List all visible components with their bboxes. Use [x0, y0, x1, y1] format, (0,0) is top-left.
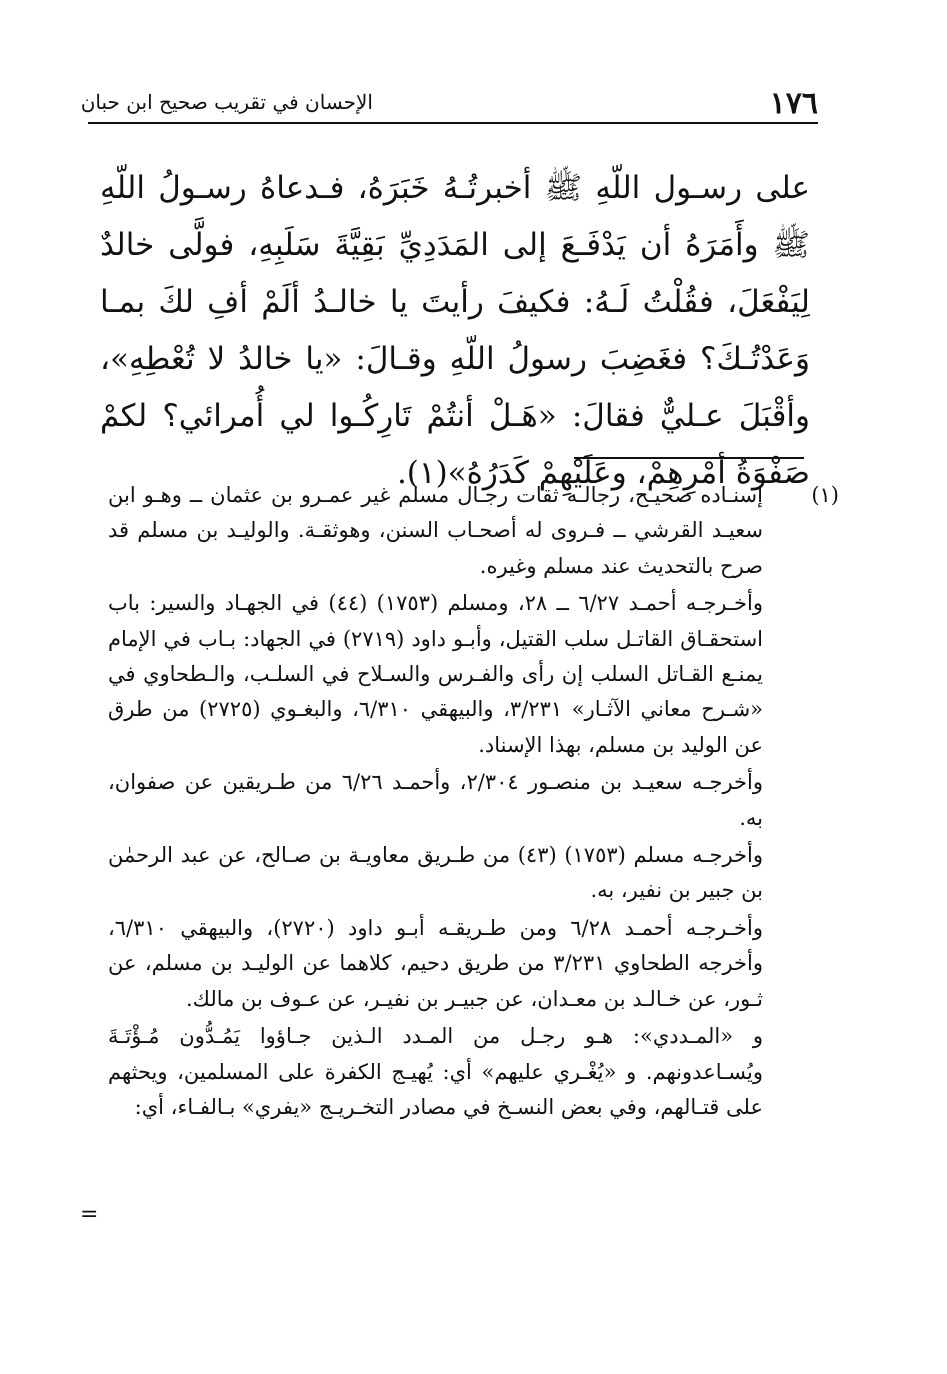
footnote-separator	[574, 457, 804, 459]
continuation-mark: =	[80, 1202, 99, 1227]
main-text	[100, 160, 810, 502]
footnote-marker: (١)	[811, 483, 839, 507]
footnote-paragraph: وأخـرجـه أحمـد ٦/٢٨ ومن طـريقـه أبـو داود (٢٧٢٠)، والبيهقي ٦/٣١٠، وأخرجه الطحاوي ٣/٢٣١ من طريق دحيم، كلاهما عن الوليـد بن مسلم، عن ثـور، عن خـالـد بن معـدان، عن جبيـر بن نفيـر، عن عـوف بن مالك.	[108, 915, 763, 1011]
footnote-paragraph: إسنـاده صحيـح، رجالـه ثقات رجـال مسلم غير عمـرو بن عثمان ــ وهـو ابن سعيـد القرشي ــ فـروى له أصحـاب السنن، وهوثقـة. والوليـد بن مسلم قد صرح بالتحديث عند مسلم وغيره.	[108, 483, 763, 578]
main-paragraph: على رسـول اللّهِ ﷺ أخبرتُـهُ خَبَرَهُ، فـدعاهُ رسـولُ اللّهِ ﷺ وأَمَرَهُ أن يَدْفَـعَ إلى المَدَدِيِّ بَقِيَّةَ سَلَبِهِ، فولَّى خالدٌ لِيَفْعَلَ، فقُلْتُ لَـهُ: فكيفَ رأيتَ يا خالـدُ ألَمْ أفِ لكَ بمـا وَعَدْتُـكَ؟ فغَضِبَ رسولُ اللّهِ وقـالَ: «يا خالدُ لا تُعْطِهِ»، وأقْبَلَ عـليٌّ فقالَ: «هَـلْ أنتُمْ تَارِكُـوا لي أُمرائي؟ لكمْ صَفْوَةُ أمْرِهِمْ، وعَلَيْهِمْ كَدَرُهُ»(١).	[100, 170, 810, 491]
page-number: ١٧٦	[769, 86, 818, 121]
footnote-paragraph: وأخرجـه مسلم (١٧٥٣) (٤٣) من طـريق معاويـة بن صـالح، عن عبد الرحمٰن بن جبير بن نفير، به.	[108, 843, 764, 903]
footnotes	[108, 478, 763, 1127]
footnote-paragraph: و «المـددي»: هـو رجـل من المـدد الـذين جـاؤوا يَمُـدُّون مُـؤْتَـةَ ويُسـاعدونهم. و «يُغْـري عليهم» أي: يُهيـج الكفرة على المسلمين، ويحثهم على قتـالهم، وفي بعض النسـخ في مصادر التخـريـج «يفري» بـالفـاء، أي:	[108, 1024, 763, 1119]
footnote-paragraph: وأخرجـه سعيـد بن منصـور ٢/٣٠٤، وأحمـد ٦/٢٦ من طـريقين عن صفوان، به.	[108, 770, 763, 830]
footnote-paragraph: وأخـرجـه أحمـد ٦/٢٧ ــ ٢٨، ومسلم (١٧٥٣) (٤٤) في الجهـاد والسير: باب استحقـاق القاتـل سلب القتيل، وأبـو داود (٢٧١٩) في الجهاد: بـاب في الإمام يمنـع القـاتل السلب إن رأى والفـرس والسـلاح في السلـب، والـطحاوي في «شـرح معاني الآثـار» ٣/٢٣١، والبيهقي ٦/٣١٠، والبغـوي (٢٧٢٥) من طرق عن الوليد بن مسلم، بهذا الإسناد.	[108, 591, 764, 757]
page-header	[80, 78, 818, 124]
running-title: الإحسان في تقريب صحيح ابن حبان	[80, 90, 373, 114]
